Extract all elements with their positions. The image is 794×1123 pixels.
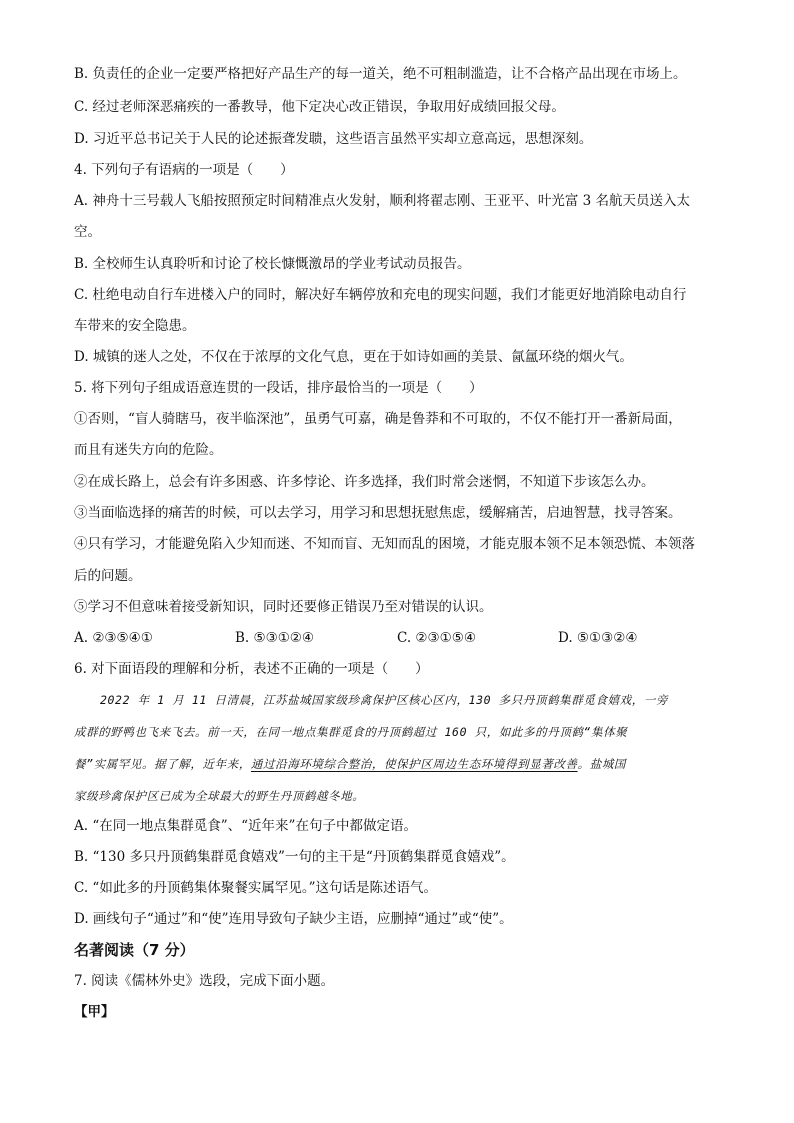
q5-sentence-1-line1: ①否则，“盲人骑瞎马，夜半临深池”，虽勇气可嘉，确是鲁莽和不可取的，不仅不能打开一番新局面， [74,411,682,427]
q3-option-b: B. 负责任的企业一定要严格把好产品生产的每一道关，绝不可粗制滥造，让不合格产品出现在市场上。 [74,66,687,82]
q4-option-b: B. 全校师生认真聆听和讨论了校长慷慨激昂的学业考试动员报告。 [74,256,471,272]
q6-passage-line3-end: 。盐城国 [577,757,627,771]
q6-underlined-sentence: 通过沿海环境综合整治，使保护区周边生态环境得到显著改善 [250,757,578,771]
q6-passage-line4: 家级珍禽保护区已成为全球最大的野生丹顶鹤越冬地。 [74,789,365,803]
q4-option-c-line1: C. 杜绝电动自行车进楼入户的同时，解决好车辆停放和充电的现实问题，我们才能更好地消除电动自行 [74,287,687,303]
q4-stem: 4. 下列句子有语病的一项是（ ） [74,162,294,178]
q6-option-a: A. “在同一地点集群觅食”、“近年来”在句子中都做定语。 [74,818,417,834]
q3-option-c: C. 经过老师深恶痛疾的一番教导，他下定决心改正错误，争取用好成绩回报父母。 [74,99,565,115]
q5-sentence-4-line2: 后的问题。 [74,568,142,584]
q7-stem: 7. 阅读《儒林外史》选段，完成下面小题。 [74,973,335,989]
q4-option-a-line1: A. 神舟十三号载人飞船按照预定时间精准点火发射，顺利将翟志刚、王亚平、叶光富 3 名航天员送入太 [74,193,691,209]
q5-choice-d[interactable]: D. ⑤①③②④ [558,630,638,646]
q6-passage-line3 [74,754,724,774]
q6-option-b: B. “130 多只丹顶鹤集群觅食嬉戏”一句的主干是“丹顶鹤集群觅食嬉戏”。 [74,849,515,865]
q3-option-d: D. 习近平总书记关于人民的论述振聋发聩，这些语言虽然平实却立意高远，思想深刻。 [74,131,593,147]
q5-choice-a[interactable]: A. ②③⑤④① [74,630,153,646]
q5-choice-b[interactable]: B. ⑤③①②④ [235,630,315,646]
q4-option-d: D. 城镇的迷人之处，不仅在于浓厚的文化气息，更在于如诗如画的美景、氤氲环绕的烟火气。 [74,349,633,365]
q4-option-a-line2: 空。 [74,224,101,240]
q6-passage-line1: 2022 年 1 月 11 日清晨，江苏盐城国家级珍禽保护区核心区内，130 多只丹顶鹤集群觅食嬉戏，一旁 [100,693,669,707]
q5-sentence-4-line1: ④只有学习，才能避免陷入少知而迷、不知而盲、无知而乱的困境，才能克服本领不足本领恐慌、本领落 [74,536,695,552]
q5-sentence-1-line2: 而且有迷失方向的危险。 [74,442,223,458]
q6-option-d: D. 画线句子“通过”和“使”连用导致句子缺少主语，应删掉“通过”或“使”。 [74,911,513,927]
q6-passage-line2: 成群的野鸭也飞来飞去。前一天，在同一地点集群觅食的丹顶鹤超过 160 只，如此多的丹顶鹤“集体聚 [74,725,628,739]
excerpt-label: 【甲】 [74,1004,115,1020]
q5-sentence-5: ⑤学习不但意味着接受新知识，同时还要修正错误乃至对错误的认识。 [74,599,493,615]
q5-sentence-3: ③当面临选择的痛苦的时候，可以去学习，用学习和思想抚慰焦虑，缓解痛苦，启迪智慧，找寻答案。 [74,505,682,521]
q6-stem: 6. 对下面语段的理解和分析，表述不正确的一项是（ ） [74,661,429,677]
q4-option-c-line2: 车带来的安全隐患。 [74,318,196,334]
section-heading: 名著阅读（7 分） [74,941,195,959]
q6-option-c: C. “如此多的丹顶鹤集体聚餐实属罕见。”这句话是陈述语气。 [74,880,437,896]
q5-choice-c[interactable]: C. ②③①⑤④ [397,630,476,646]
q5-sentence-2: ②在成长路上，总会有许多困惑、许多悖论、许多选择，我们时常会迷惘，不知道下步该怎么办。 [74,474,655,490]
q6-passage-line3-start: 餐”实属罕见。据了解，近年来， [74,757,251,771]
q5-stem: 5. 将下列句子组成语意连贯的一段话，排序最恰当的一项是（ ） [74,380,483,396]
